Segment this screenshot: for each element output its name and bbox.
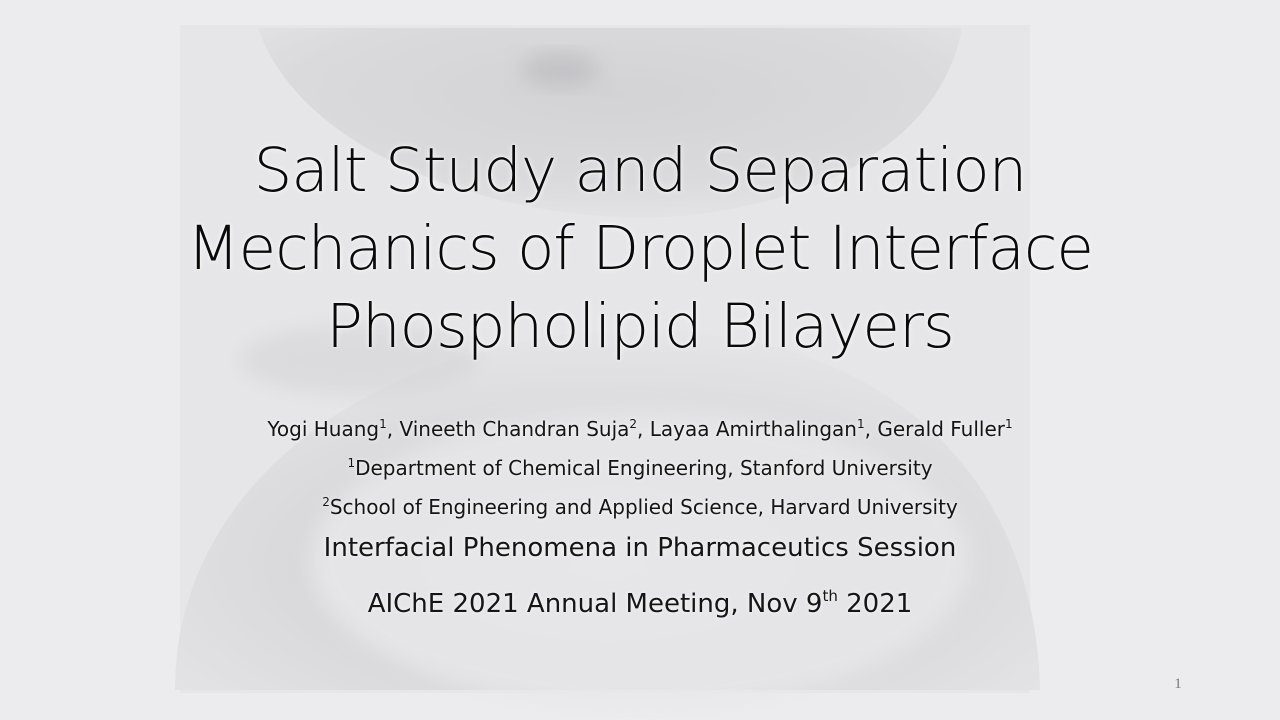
session-name: Interfacial Phenomena in Pharmaceutics Session xyxy=(323,533,957,563)
page-number: 1 xyxy=(1174,676,1182,692)
affiliation-mark: 1 xyxy=(1004,417,1013,431)
author-separator: , xyxy=(864,417,878,441)
author-list xyxy=(140,405,1140,444)
affiliation-text: School of Engineering and Applied Science, Harvard University xyxy=(329,495,958,519)
author-name: Vineeth Chandran Suja xyxy=(399,417,630,441)
author-separator: , xyxy=(386,417,400,441)
affiliation-mark: 2 xyxy=(629,417,638,431)
affiliation-mark: 1 xyxy=(857,417,865,431)
title-line-3: Phospholipid Bilayers xyxy=(326,291,954,362)
affiliation-mark: 1 xyxy=(347,456,356,470)
session-block xyxy=(140,524,1140,628)
affiliation-2 xyxy=(140,483,1140,522)
affiliation-mark: 2 xyxy=(322,495,330,509)
meeting-ordinal: th xyxy=(822,587,838,605)
title-line-2: Mechanics of Droplet Interface xyxy=(187,213,1093,284)
affiliation-1 xyxy=(140,444,1140,483)
author-name: Yogi Huang xyxy=(267,417,380,441)
slide-title xyxy=(140,132,1140,366)
author-name: Gerald Fuller xyxy=(877,417,1005,441)
title-line-1: Salt Study and Separation xyxy=(253,135,1027,206)
meeting-prefix: AIChE 2021 Annual Meeting, Nov 9 xyxy=(367,589,823,619)
meeting-suffix: 2021 xyxy=(837,589,913,619)
author-name: Layaa Amirthalingan xyxy=(649,417,857,441)
affiliation-mark: 1 xyxy=(379,417,387,431)
author-block xyxy=(140,405,1140,522)
meeting-line xyxy=(140,572,1140,628)
author-separator: , xyxy=(637,417,650,441)
affiliation-text: Department of Chemical Engineering, Stanford University xyxy=(355,456,933,480)
